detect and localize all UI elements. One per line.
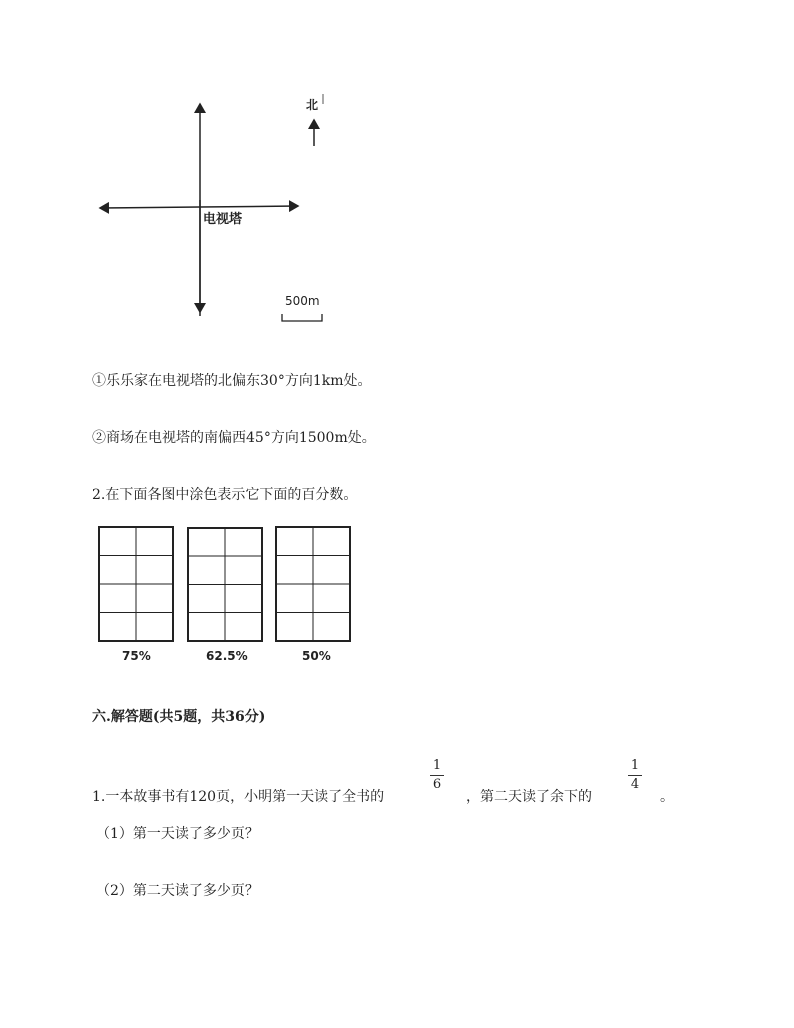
problem-1-text-c: 。 (660, 789, 674, 805)
location-item-home: ①乐乐家在电视塔的北偏东30°方向1km处。 (92, 373, 372, 389)
sub-question-2: （2）第二天读了多少页？ (96, 883, 259, 899)
scale-bar (282, 314, 322, 321)
direction-map (0, 0, 400, 340)
fraction-denominator: 4 (630, 777, 640, 792)
north-label: 北 (306, 98, 319, 112)
scale-label: 500m (285, 294, 320, 308)
section-heading: 六.解答题(共5题，共36分) (92, 709, 266, 725)
grid-label-62-5: 62.5% (206, 649, 248, 663)
question-2-title: 2.在下面各图中涂色表示它下面的百分数。 (92, 487, 358, 503)
fraction-numerator: 1 (432, 758, 442, 773)
sub-question-1: （1）第一天读了多少页？ (96, 826, 259, 842)
problem-1-text-a: 1.一本故事书有120页，小明第一天读了全书的 (92, 789, 385, 805)
grid-50[interactable] (276, 527, 350, 641)
percent-grids (0, 520, 400, 650)
fraction-one-sixth (430, 758, 444, 793)
fraction-denominator: 6 (432, 777, 442, 792)
location-item-mall: ②商场在电视塔的南偏西45°方向1500m处。 (92, 430, 376, 446)
grid-label-75: 75% (122, 649, 151, 663)
fraction-numerator: 1 (630, 758, 640, 773)
problem-1-text-b: ，第二天读了余下的 (466, 789, 592, 805)
grid-62-5[interactable] (188, 528, 262, 641)
fraction-one-quarter (628, 758, 642, 793)
east-west-axis (200, 206, 298, 207)
tv-tower-label: 电视塔 (203, 212, 243, 227)
grid-75[interactable] (99, 527, 173, 641)
grid-label-50: 50% (302, 649, 331, 663)
